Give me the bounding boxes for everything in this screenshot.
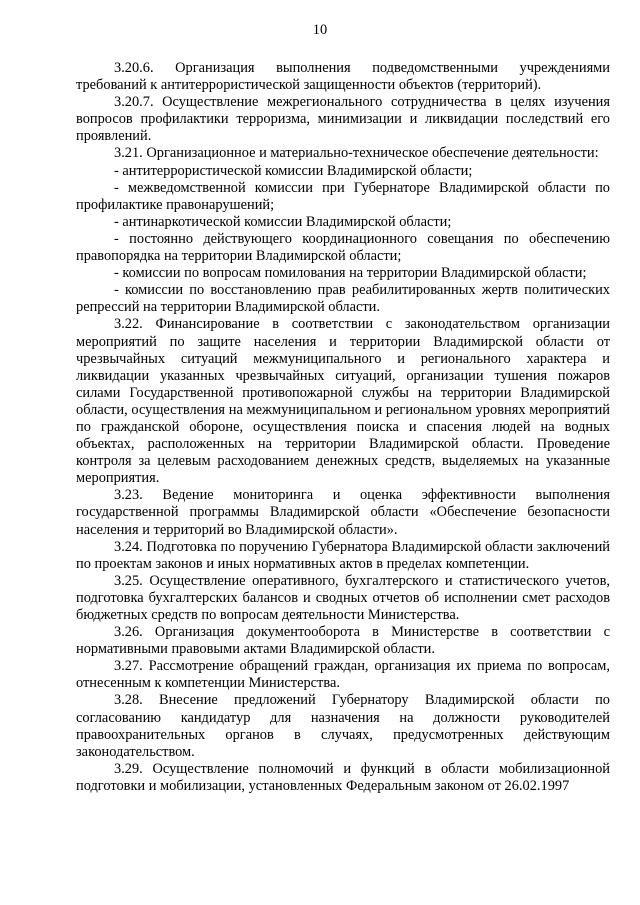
- paragraph-3-20-7: 3.20.7. Осуществление межрегионального сотрудничества в целях изучения вопросов профилактики терроризма, минимизации и ликвидации последствий его проявлений.: [76, 94, 610, 145]
- list-item-antidrug-commission: - антинаркотической комиссии Владимирской области;: [114, 213, 452, 230]
- list-item-antiterror-commission: - антитеррористической комиссии Владимирской области;: [114, 162, 473, 179]
- document-body: [76, 60, 610, 795]
- list-item-interagency-commission: - межведомственной комиссии при Губернаторе Владимирской области по профилактике правонарушений;: [76, 179, 610, 213]
- paragraph-3-21: 3.21. Организационное и материально-техническое обеспечение деятельности:: [114, 145, 599, 162]
- page-number: 10: [312, 22, 328, 38]
- list-item-pardon-commission: - комиссии по вопросам помилования на территории Владимирской области;: [114, 265, 587, 282]
- list-item-coordination-meeting: - постоянно действующего координационного совещания по обеспечению правопорядка на территории Владимирской области;: [76, 230, 610, 265]
- paragraph-3-27: 3.27. Рассмотрение обращений граждан, организация их приема по вопросам, отнесенным к компетенции Министерства.: [76, 658, 610, 692]
- paragraph-3-20-6: 3.20.6. Организация выполнения подведомственными учреждениями требований к антитеррористической защищенности объектов (территорий).: [76, 60, 610, 94]
- paragraph-3-24: 3.24. Подготовка по поручению Губернатора Владимирской области заключений по проектам законов и иных нормативных актов в пределах компетенции.: [76, 538, 610, 572]
- paragraph-3-23: 3.23. Ведение мониторинга и оценка эффективности выполнения государственной программы Владимирской области «Обеспечение безопасности населения и территорий во Владимирской области».: [76, 487, 610, 538]
- list-item-rehabilitation-commission: - комиссии по восстановлению прав реабилитированных жертв политических репрессий на территории Владимирской области.: [76, 282, 610, 316]
- paragraph-3-29: 3.29. Осуществление полномочий и функций в области мобилизационной подготовки и мобилизации, установленных Федеральным законом от 26.02.1997: [76, 760, 610, 794]
- paragraph-3-26: 3.26. Организация документооборота в Министерстве в соответствии с нормативными правовыми актами Владимирской области.: [76, 624, 610, 658]
- paragraph-3-22: 3.22. Финансирование в соответствии с законодательством организации мероприятий по защите населения и территории Владимирской области от чрезвычайных ситуаций межмуниципального и регионального характера и ликвидации указанных чрезвычайных ситуаций, организации тушения пожаров силами Государственной противопожарной службы на территории Владимирской области, осуществления на межмуниципальном и региональном уровнях мероприятий по гражданской обороне, осуществления поиска и спасения людей на водных объектах, расположенных на территории Владимирской области. Проведение контроля за целевым расходованием денежных средств, выделяемых на указанные мероприятия.: [76, 316, 610, 487]
- paragraph-3-28: 3.28. Внесение предложений Губернатору Владимирской области по согласованию кандидатур для назначения на должности руководителей правоохранительных органов в случаях, предусмотренных действующим законодательством.: [76, 692, 610, 760]
- paragraph-3-25: 3.25. Осуществление оперативного, бухгалтерского и статистического учетов, подготовка бухгалтерских балансов и сводных отчетов об исполнении смет расходов бюджетных средств по вопросам деятельности Министерства.: [76, 572, 610, 623]
